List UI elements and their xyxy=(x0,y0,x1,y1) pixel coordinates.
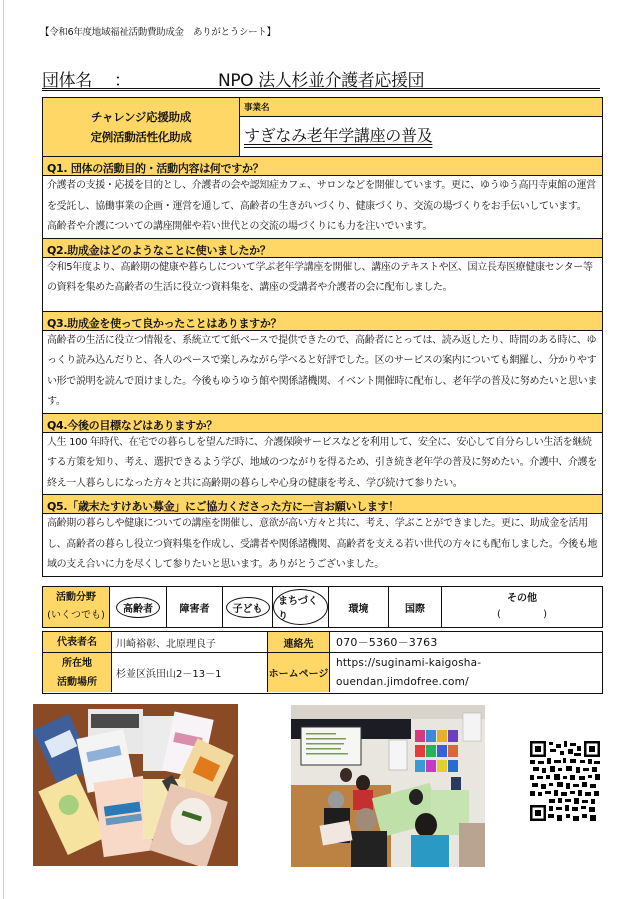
page-edge xyxy=(3,0,4,899)
contact-row-1 xyxy=(43,632,602,653)
activity-area-table xyxy=(42,586,603,628)
area-disabled-label: 障害者 xyxy=(179,603,210,615)
area-elderly-label: 高齢者 xyxy=(116,597,160,618)
activity-area-label xyxy=(43,587,110,627)
area-other-blank xyxy=(497,607,547,623)
representative-value: 川崎裕彰、北原理良子 xyxy=(112,632,268,652)
contact-table xyxy=(42,631,603,694)
paren-close: ) xyxy=(543,609,547,620)
answer-1: 介護者の支援・応援を目的とし、介護者の会や認知症カフェ、サロンなどを開催しています。更に、ゆうゆう高円寺東館の運営を受託し、協働事業の企画・運営を通して、高齢者の生きがいづくり、健康づくり、交流の場づくりをお手伝いしています。 高齢者や介護についての講座開催や若い世代との交流の場づくりにも力を注いでいます。 xyxy=(43,176,602,239)
project-name xyxy=(240,117,602,156)
booklets-photo xyxy=(33,704,238,866)
grant-type-line2: 定例活動活性化助成 xyxy=(90,130,192,144)
location-value: 杉並区浜田山2－13－1 xyxy=(112,653,268,692)
homepage-link[interactable] xyxy=(330,653,602,692)
qa-table xyxy=(42,97,603,577)
area-environment xyxy=(329,587,389,627)
homepage-url-line2[interactable]: ouendan.jimdofree.com/ xyxy=(336,675,469,688)
area-children-label: 子ども xyxy=(226,597,270,618)
organization-colon: ： xyxy=(114,71,131,91)
phone-value: 070－5360－3763 xyxy=(336,636,438,649)
location-label xyxy=(43,653,112,692)
grant-row xyxy=(43,98,602,157)
phone-label: 連絡先 xyxy=(268,632,330,652)
project xyxy=(240,98,602,156)
answer-2: 令和5年度より、高齢期の健康や暮らしについて学ぶ老年学講座を開催し、講座のテキストや区、国立長寿医療健康センター等の資料を集めた高齢者の生活に役立つ資料集を、講座の受講者や介護者の会に配布しました。 xyxy=(43,258,602,312)
booklets-image xyxy=(33,704,238,866)
location-label-line2: 活動場所 xyxy=(57,676,97,688)
activity-area-label-line2: (いくつでも) xyxy=(47,610,105,621)
project-name-text: すぎなみ老年学講座の普及 xyxy=(244,126,433,145)
homepage-url-line1[interactable]: https://suginami-kaigosha- xyxy=(336,656,482,669)
area-other-label: その他 xyxy=(507,593,537,604)
grant-type-line1: チャレンジ応援助成 xyxy=(91,110,191,124)
lecture-image xyxy=(291,705,485,867)
answer-3: 高齢者の生活に役立つ情報を、系統立てて紙ベースで提供できたので、高齢者にとっては、読み返したり、時間のある時に、ゆっくり読み込んだりと、各人のペースで楽しみながら学べると好評でした。区のサービスの案内についても網羅し、分かりやすい形で説明を読んで頂けました。今後もゆうゆう館や関係諸機関、イベント開催時に配布し、老年学の普及に努めたいと思います。 xyxy=(43,331,602,414)
area-international-label: 国際 xyxy=(405,603,425,615)
lecture-classroom-photo xyxy=(291,705,485,867)
paren-open: ( xyxy=(497,609,501,620)
contact-row-2 xyxy=(43,653,602,692)
document-header: 【令和6年度地域福祉活動費助成金 ありがとうシート】 xyxy=(40,27,276,38)
question-5: Q5.「歳末たすけあい募金」にご協力くださった方に一言お願いします！ xyxy=(43,495,602,514)
question-2: Q2.助成金はどのようなことに使いましたか？ xyxy=(43,239,602,258)
project-label: 事業名 xyxy=(240,98,602,117)
area-community-label: まちづくり xyxy=(273,589,328,625)
answer-4: 人生 100 年時代、在宅での暮らしを望んだ時に、介護保険サービスなどを利用して、安全に、安心して自分らしい生活を継続する方策を知り、考え、選択できるよう学び、地域のつながりを得るため、引き続き老年学の普及に努めたい。介護中、介護を終え一人暮らしになった方々と共に高齢期の暮らしや心身の健康を考え、学び続けて参りたい。 xyxy=(43,433,602,496)
homepage-label: ホームページ xyxy=(268,653,330,692)
question-4: Q4.今後の目標などはありますか？ xyxy=(43,414,602,433)
answer-5: 高齢期の暮らしや健康についての講座を開催し、意欲が高い方々と共に、考え、学ぶことができました。更に、助成金を活用し、高齢者の暮らし役立つ資料集を作成し、受講者や関係諸機関、高齢者を支える若い世代の方々にも配布しました。今後も地域の支え合いに力を尽くして参りたいと思います。ありがとうございました。 xyxy=(43,514,602,576)
qr-code[interactable] xyxy=(530,741,600,821)
area-community xyxy=(273,587,329,627)
area-children xyxy=(223,587,273,627)
activity-area-label-line1: 活動分野 xyxy=(56,592,96,603)
area-environment-label: 環境 xyxy=(348,603,369,615)
area-elderly xyxy=(110,587,167,627)
area-disabled xyxy=(167,587,223,627)
location-label-line1: 所在地 xyxy=(62,657,92,669)
area-other xyxy=(442,587,602,627)
area-international xyxy=(389,587,442,627)
grant-type xyxy=(43,98,240,156)
question-3: Q3.助成金を使って良かったことはありますか？ xyxy=(43,312,602,331)
representative-label: 代表者名 xyxy=(43,632,112,652)
organization-label: 団体名 xyxy=(42,71,92,91)
question-1: Q1. 団体の活動目的・活動内容は何ですか？ xyxy=(43,157,602,176)
qr-code-icon xyxy=(530,741,600,821)
organization-name: NPO 法人杉並介護者応援団 xyxy=(218,71,425,91)
organization-title xyxy=(42,66,600,91)
